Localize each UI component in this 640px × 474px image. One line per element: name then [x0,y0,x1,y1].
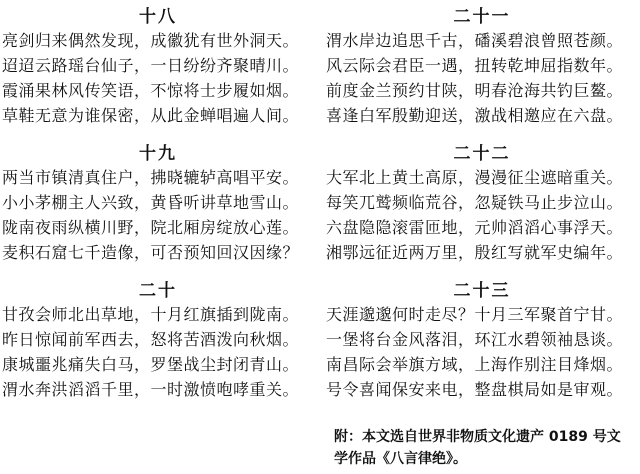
poem-line: 南昌际会举旗方域，上海作别注目烽烟。 [326,355,624,374]
poem-line: 迢迢云路瑶台仙子，一日纷纷齐聚晴川。 [2,56,300,75]
poem-title: 二十 [139,281,177,301]
poem-title: 十八 [139,7,177,27]
poem-line: 昨日惊闻前军西去，怒将苦酒泼向秋烟。 [2,330,300,349]
poem-22 [326,143,638,280]
poem-line: 渭水奔洪滔滔千里，一时激愤咆哮重关。 [2,380,300,399]
poem-title: 二十三 [453,281,511,301]
poem-20 [2,280,314,417]
poem-line: 号令喜闻保安来电，整盘棋局如是审观。 [326,380,624,399]
source-note [334,426,634,470]
poem-line: 亮剑归来偶然发现，成徽犹有世外洞天。 [2,31,300,50]
poem-line: 陇南夜雨纵横川野，院北厢房绽放心莲。 [2,218,300,237]
poem-18 [2,6,314,143]
poem-23 [326,280,638,417]
poem-line: 甘孜会师北出草地，十月红旗插到陇南。 [2,305,300,324]
left-column [2,6,314,417]
poem-line: 渭水岸边追思千古，磻溪碧浪曾照苍颜。 [326,31,624,50]
poem-line: 前度金兰预约甘陕，明春沧海共钓巨鳌。 [326,81,624,100]
poem-line: 风云际会君臣一遇，扭转乾坤屈指数年。 [326,56,624,75]
poem-line: 一堡将台金风落泪，环江水碧领袖恳谈。 [326,330,624,349]
poem-line: 两当市镇清真住户，拂晓辘轳高唱平安。 [2,168,300,187]
poem-line: 草鞋无意为谁保密，从此金蝉唱遍人间。 [2,106,300,125]
poem-21 [326,6,638,143]
poem-line: 麦积石窟七千造像，可否预知回汉因缘？ [2,243,300,262]
poem-line: 康城噩兆痛失白马，罗堡战尘封闭青山。 [2,355,300,374]
poem-line: 霞涌果林风传笑语，不惊将士步履如烟。 [2,81,300,100]
poem-line: 大军北上黄土高原，漫漫征尘遮暗重关。 [326,168,624,187]
poem-line: 喜逢白军殷勤迎送，激战相邀应在六盘。 [326,106,624,125]
poem-line: 六盘隐隐滚雷匝地，元帅滔滔心事浮天。 [326,218,624,237]
poem-line: 湘鄂远征近两万里，殷红写就军史编年。 [326,243,624,262]
poem-line: 小小茅棚主人兴致，黄昏听讲草地雪山。 [2,193,300,212]
poem-line: 每笑兀鹫频临荒谷，忽疑铁马止步泣山。 [326,193,624,212]
poem-title: 二十一 [453,7,511,27]
source-note-line: 学作品《八言律绝》。 [334,451,467,467]
source-note-line: 附：本文选自世界非物质文化遗产 0189 号文 [334,429,621,445]
right-column [326,6,638,417]
poem-19 [2,143,314,280]
poem-title: 十九 [139,144,177,164]
poem-title: 二十二 [453,144,511,164]
poem-line: 天涯邈邈何时走尽？十月三军聚首宁甘。 [326,305,624,324]
